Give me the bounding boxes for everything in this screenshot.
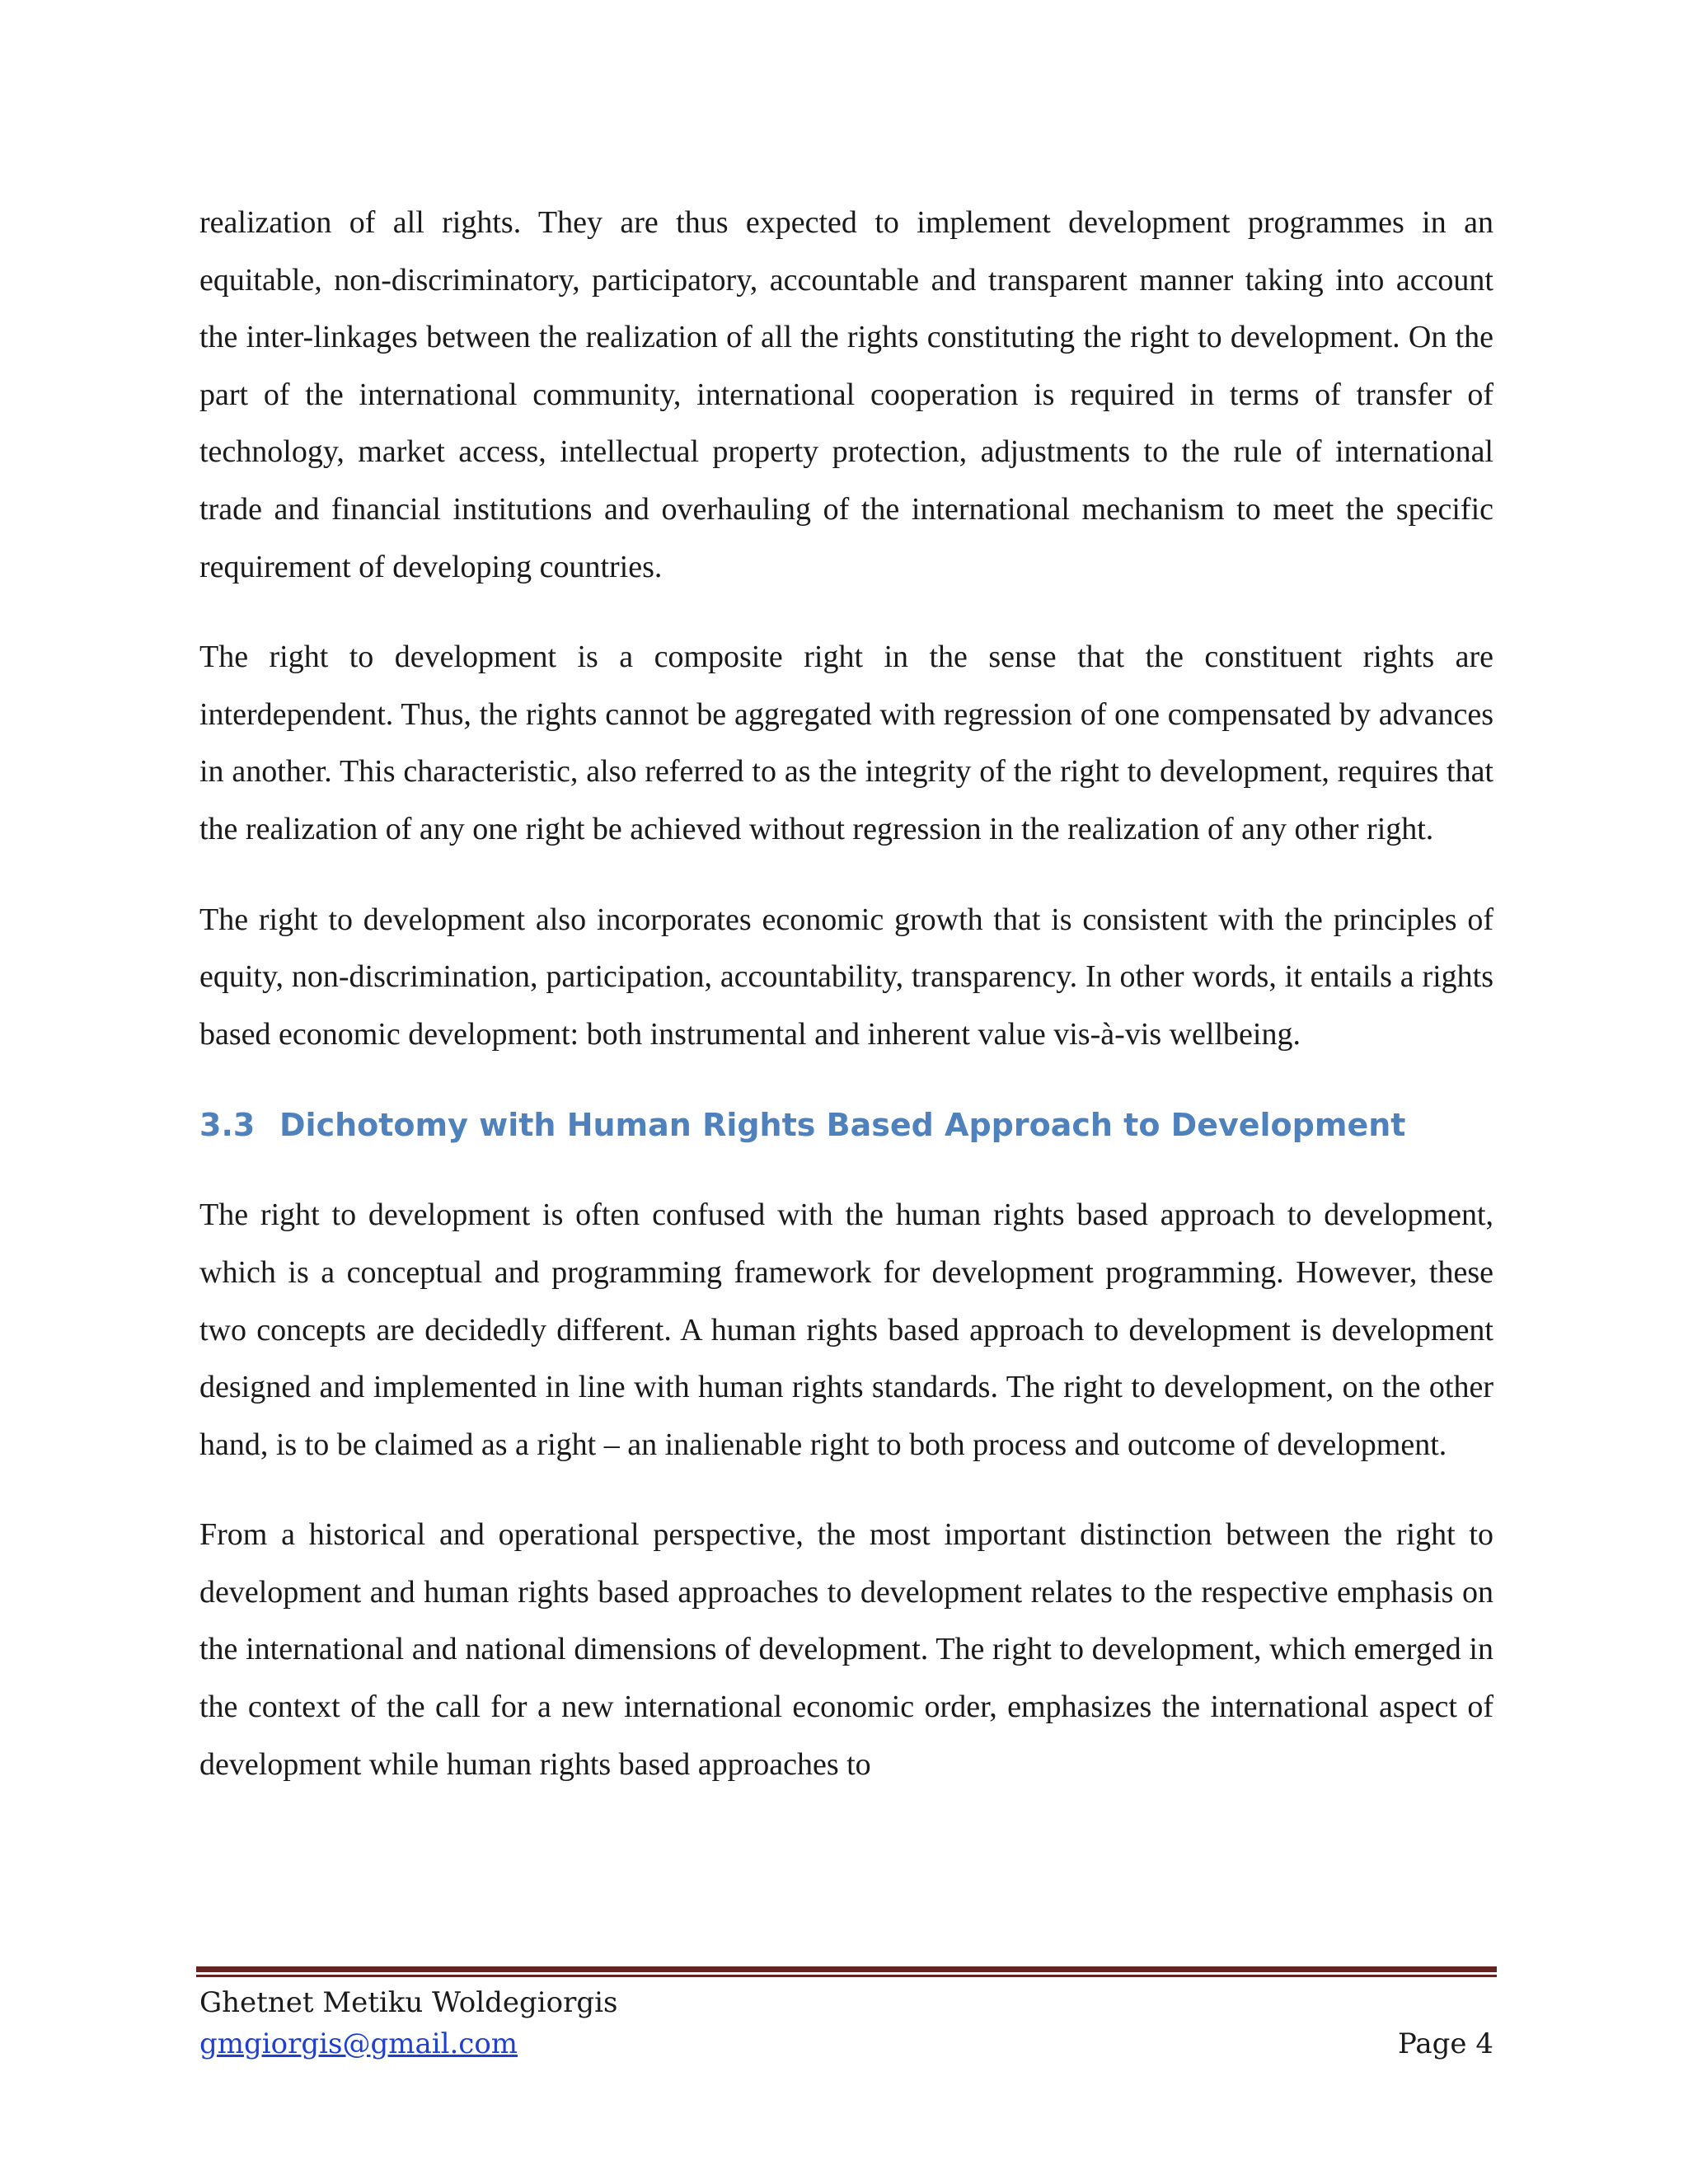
page-number: Page 4 xyxy=(1398,2027,1493,2060)
paragraph-4: The right to development is often confused with the human rights based approach to development, which is a conceptual and programming framework for development programming. However, these two concepts are decidedly different. A human rights based approach to development is development designed and implemented in line with human rights standards. The right to development, on the other hand, is to be claimed as a right – an inalienable right to both process and outcome of development. xyxy=(199,1197,1493,1462)
page-footer xyxy=(199,1982,1493,2064)
document-body xyxy=(199,194,1493,1793)
section-title: Dichotomy with Human Rights Based Approach to Development xyxy=(279,1107,1406,1144)
paragraph-1: realization of all rights. They are thus expected to implement development programmes in an equitable, non-discriminatory, participatory, accountable and transparent manner taking into account the inter-linkages between the realization of all the rights constituting the right to development. On the part of the international community, international cooperation is required in terms of transfer of technology, market access, intellectual property protection, adjustments to the rule of international trade and financial institutions and overhauling of the international mechanism to meet the specific requirement of developing countries. xyxy=(199,205,1493,584)
footer-divider-thin xyxy=(196,1975,1497,1977)
section-number: 3.3 xyxy=(199,1107,256,1144)
section-heading xyxy=(199,1096,1493,1154)
paragraph-5: From a historical and operational perspective, the most important distinction between the right to development and human rights based approaches to development relates to the respective emphasis on the international and national dimensions of development. The right to development, which emerged in the context of the call for a new international economic order, emphasizes the international aspect of development while human rights based approaches to xyxy=(199,1517,1493,1782)
paragraph-3: The right to development also incorporates economic growth that is consistent with the principles of equity, non-discrimination, participation, accountability, transparency. In other words, it entails a rights based economic development: both instrumental and inherent value vis-à-vis wellbeing. xyxy=(199,902,1493,1052)
paragraph-2: The right to development is a composite right in the sense that the constituent rights are interdependent. Thus, the rights cannot be aggregated with regression of one compensated by advances in another. This characteristic, also referred to as the integrity of the right to development, requires that the realization of any one right be achieved without regression in the realization of any other right. xyxy=(199,640,1493,846)
footer-divider xyxy=(196,1966,1497,1978)
footer-divider-thick xyxy=(196,1966,1497,1972)
footer-email-link[interactable]: gmgiorgis@gmail.com xyxy=(199,2027,518,2060)
footer-row xyxy=(199,2023,1493,2064)
footer-author: Ghetnet Metiku Woldegiorgis xyxy=(199,1986,618,2019)
